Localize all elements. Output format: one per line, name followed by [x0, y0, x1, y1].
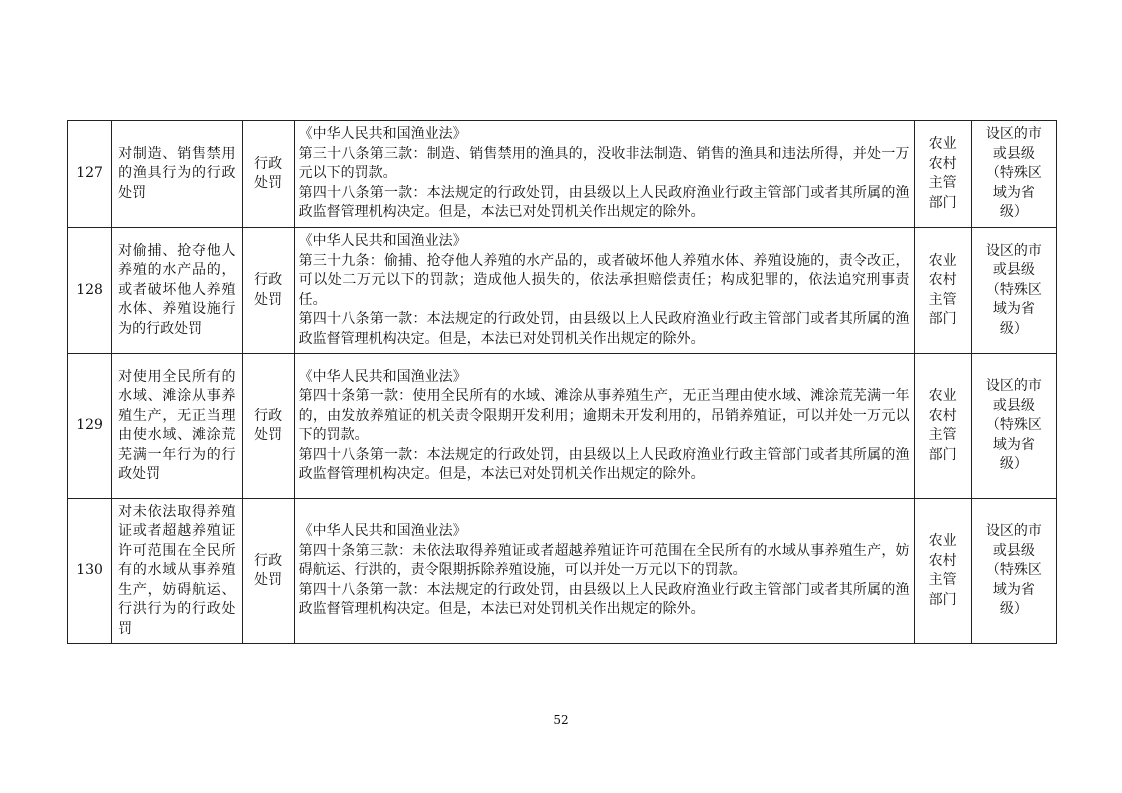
article-text: 第四十条第一款：使用全民所有的水域、滩涂从事养殖生产，无正当理由使水域、滩涂荒芜满一年的，由发放养殖证的机关责令限期开发利用；逾期未开发利用的，吊销养殖证，可以并处一万元以下的罚款。 [298, 388, 910, 443]
penalty-table [67, 120, 1057, 644]
item-name: 对未依法取得养殖证或者超越养殖证许可范围在全民所有的水域从事养殖生产，妨碍航运、行洪行为的行政处罚 [112, 499, 242, 644]
penalty-type: 行政 处罚 [242, 121, 294, 228]
legal-basis [294, 228, 914, 354]
page-number: 52 [553, 713, 569, 727]
article-text: 第四十八条第一款：本法规定的行政处罚，由县级以上人民政府渔业行政主管部门或者其所属的渔政监督管理机构决定。但是，本法已对处罚机关作出规定的除外。 [298, 184, 910, 221]
jurisdiction-level: 设区的市 或县级 （特殊区 域为省 级） [971, 228, 1056, 354]
law-title: 《中华人民共和国渔业法》 [298, 368, 467, 385]
item-name: 对使用全民所有的水域、滩涂从事养殖生产，无正当理由使水域、滩涂荒芜满一年行为的行政处罚 [112, 354, 242, 499]
item-name: 对偷捕、抢夺他人养殖的水产品的，或者破坏他人养殖水体、养殖设施行为的行政处罚 [112, 228, 242, 354]
row-number: 127 [68, 121, 112, 228]
responsible-department: 农业 农村 主管 部门 [914, 499, 971, 644]
legal-basis [294, 499, 914, 644]
law-title: 《中华人民共和国渔业法》 [298, 126, 467, 143]
penalty-type: 行政 处罚 [242, 228, 294, 354]
article-text: 第三十八条第三款：制造、销售禁用的渔具的，没收非法制造、销售的渔具和违法所得，并处一万元以下的罚款。 [298, 145, 910, 182]
penalty-type: 行政 处罚 [242, 354, 294, 499]
table-row [68, 354, 1057, 499]
row-number: 129 [68, 354, 112, 499]
jurisdiction-level: 设区的市 或县级 （特殊区 域为省 级） [971, 121, 1056, 228]
jurisdiction-level: 设区的市 或县级 （特殊区 域为省 级） [971, 499, 1056, 644]
article-text: 第三十九条：偷捕、抢夺他人养殖的水产品的，或者破坏他人养殖水体、养殖设施的，责令改正，可以处二万元以下的罚款；造成他人损失的，依法承担赔偿责任；构成犯罪的，依法追究刑事责任。 [298, 252, 910, 308]
item-name: 对制造、销售禁用的渔具行为的行政处罚 [112, 121, 242, 228]
jurisdiction-level: 设区的市 或县级 （特殊区 域为省 级） [971, 354, 1056, 499]
article-text: 第四十八条第一款：本法规定的行政处罚，由县级以上人民政府渔业行政主管部门或者其所属的渔政监督管理机构决定。但是，本法已对处罚机关作出规定的除外。 [298, 446, 910, 482]
law-title: 《中华人民共和国渔业法》 [298, 233, 467, 249]
responsible-department: 农业 农村 主管 部门 [914, 354, 971, 499]
row-number: 128 [68, 228, 112, 354]
penalty-type: 行政 处罚 [242, 499, 294, 644]
article-text: 第四十八条第一款：本法规定的行政处罚，由县级以上人民政府渔业行政主管部门或者其所属的渔政监督管理机构决定。但是，本法已对处罚机关作出规定的除外。 [298, 581, 910, 618]
responsible-department: 农业 农村 主管 部门 [914, 121, 971, 228]
law-title: 《中华人民共和国渔业法》 [298, 523, 467, 540]
table-row [68, 121, 1057, 228]
table-row [68, 228, 1057, 354]
legal-basis [294, 354, 914, 499]
responsible-department: 农业 农村 主管 部门 [914, 228, 971, 354]
row-number: 130 [68, 499, 112, 644]
table-row [68, 499, 1057, 644]
article-text: 第四十八条第一款：本法规定的行政处罚，由县级以上人民政府渔业行政主管部门或者其所属的渔政监督管理机构决定。但是，本法已对处罚机关作出规定的除外。 [298, 311, 910, 347]
article-text: 第四十条第三款：未依法取得养殖证或者超越养殖证许可范围在全民所有的水域从事养殖生产，妨碍航运、行洪的，责令限期拆除养殖设施，可以并处一万元以下的罚款。 [298, 542, 910, 579]
legal-basis [294, 121, 914, 228]
